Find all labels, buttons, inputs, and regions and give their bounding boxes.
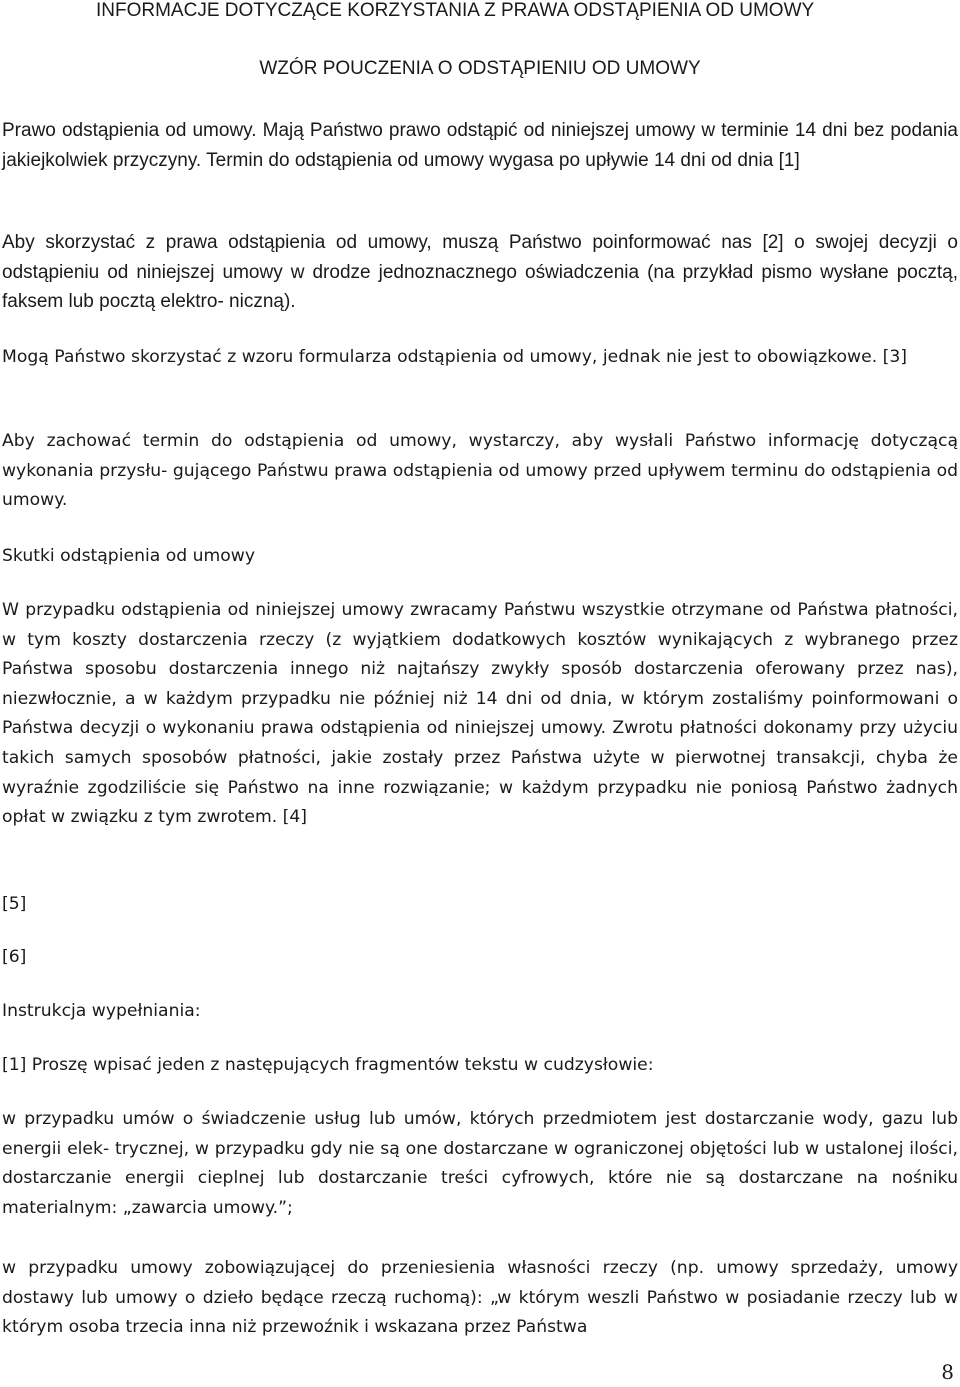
paragraph-how-to-withdraw: Aby skorzystać z prawa odstąpienia od umowy, muszą Państwo poinformować nas [2] o swojej decyzji o odstąpieniu od niniejszej umowy w drodze jednoznacznego oświadczenia (na przykład pismo wysłane pocztą, faksem lub pocztą elektro- niczną). xyxy=(2,232,958,312)
document-subtitle: WZÓR POUCZENIA O ODSTĄPIENIU OD UMOWY xyxy=(259,58,701,79)
section-heading-effects: Skutki odstąpienia od umowy xyxy=(2,546,256,566)
section-heading-instructions: Instrukcja wypełniania: xyxy=(2,1001,201,1021)
placeholder-note-6: [6] xyxy=(2,947,27,967)
instruction-1: [1] Proszę wpisać jeden z następujących fragmentów tekstu w cudzysłowie: xyxy=(2,1055,654,1075)
paragraph-effects: W przypadku odstąpienia od niniejszej umowy zwracamy Państwu wszystkie otrzymane od Państwa płatności, w tym koszty dostarczenia rzeczy (z wyjątkiem dodatkowych kosztów wynikających z wybranego przez Państwa sposobu dostarczenia innego niż najtańszy zwykły sposób dostarczenia oferowany przez nas), niezwłocznie, a w każdym przypadku nie później niż 14 dni od dnia, w którym zostaliśmy poinformowani o Państwa decyzji o wykonaniu prawa odstąpienia od niniejszej umowy. Zwrotu płatności dokonamy przy użyciu takich samych sposobów płatności, jakie zostały przez Państwa użyte w pierwotnej transakcji, chyba że wyraźnie zgodziliście się Państwo na inne rozwiązanie; w każdym przypadku nie poniosą Państwo żadnych opłat w związku z tym zwrotem. [4] xyxy=(2,600,958,828)
page-number: 8 xyxy=(941,1360,954,1384)
document-title: INFORMACJE DOTYCZĄCE KORZYSTANIA Z PRAWA ODSTĄPIENIA OD UMOWY xyxy=(96,0,815,21)
paragraph-withdrawal-form: Mogą Państwo skorzystać z wzoru formularza odstąpienia od umowy, jednak nie jest to obowiązkowe. [3] xyxy=(2,347,907,367)
instruction-goods-case: w przypadku umowy zobowiązującej do przeniesienia własności rzeczy (np. umowy sprzedaży, umowy dostawy lub umowy o dzieło będące rzeczą ruchomą): „w którym weszli Państwo w posiadanie rzeczy lub w którym osoba trzecia inna niż przewoźnik i wskazana przez Państwa xyxy=(2,1258,958,1338)
placeholder-note-5: [5] xyxy=(2,894,27,914)
paragraph-right-of-withdrawal: Prawo odstąpienia od umowy. Mają Państwo prawo odstąpić od niniejszej umowy w terminie 14 dni bez podania jakiejkolwiek przyczyny. Termin do odstąpienia od umowy wygasa po upływie 14 dni od dnia [1] xyxy=(2,120,958,171)
paragraph-deadline: Aby zachować termin do odstąpienia od umowy, wystarczy, aby wysłali Państwo informację dotyczącą wykonania przysłu- gującego Państwu prawa odstąpienia od umowy przed upływem terminu do odstąpienia od umowy. xyxy=(2,431,958,511)
instruction-services-case: w przypadku umów o świadczenie usług lub umów, których przedmiotem jest dostarczanie wody, gazu lub energii elek- trycznej, w przypadku gdy nie są one dostarczane w ograniczonej objętości lub w ustalonej ilości, dostarczanie energii cieplnej lub dostarczanie treści cyfrowych, które nie są dostarczane na nośniku materialnym: „zawarcia umowy.”; xyxy=(2,1109,958,1218)
